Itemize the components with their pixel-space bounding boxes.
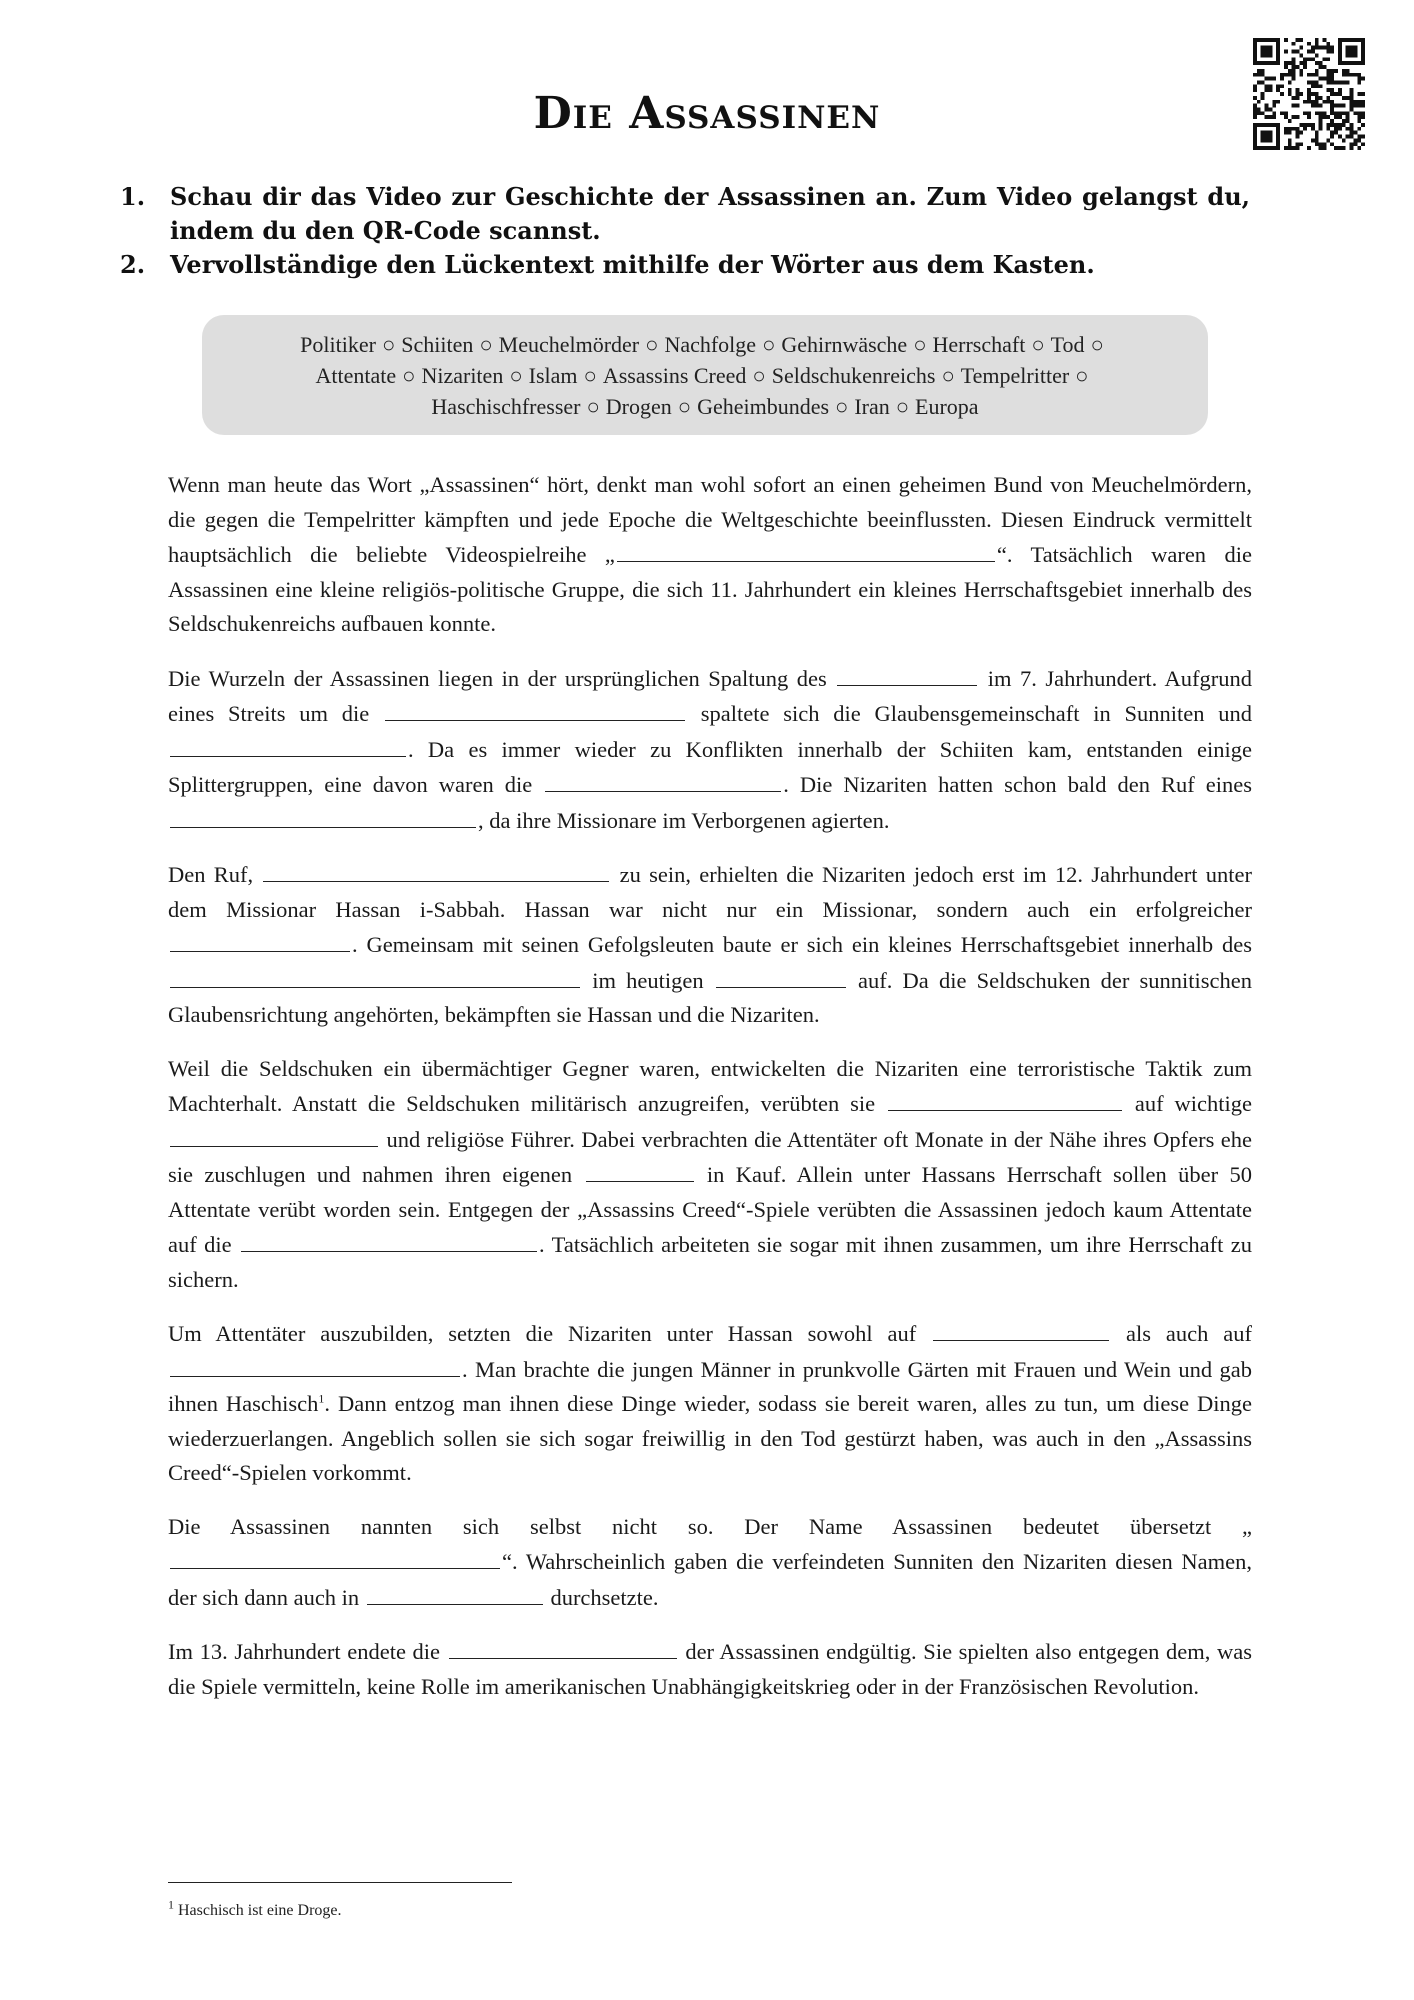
page-title: Die Assassinen — [533, 88, 881, 139]
paragraph: Um Attentäter auszubilden, setzten die Nizariten unter Hassan sowohl auf als auch auf . Man brachte die jungen Männer in prunkvolle Gärten mit Frauen und Wein und gab ihnen Haschisch$^1$. Dann entzog man ihnen diese Dinge wieder, sodass sie bereit waren, alles zu tun, um diese Dinge wiederzuerlangen. Angeblich sollen sie sich sogar freiwillig in den Tod gestürzt haben, was auch in den „Assassins Creed“-Spielen vorkommt. — [168, 1316, 1252, 1491]
footnote: $^1$ Haschisch ist eine Droge. — [168, 1897, 342, 1919]
blank[interactable] — [170, 927, 350, 952]
paragraph: Weil die Seldschuken ein übermächtiger Gegner waren, entwickelten die Nizariten eine terroristische Taktik zum Machterhalt. Anstatt die Seldschuken militärisch anzugreifen, verübten sie auf wichtige und religiöse Führer. Dabei verbrachten die Attentäter oft Monate in der Nähe ihres Opfers ehe sie zuschlugen und nahmen ihren eigenen in Kauf. Allein unter Hassans Herrschaft sollen über 50 Attentate verübt worden sein. Entgegen der „Assassins Creed“-Spiele verübten die Assassinen jedoch kaum Attentate auf die . Tatsächlich arbeiteten sie sogar mit ihnen zusammen, um ihre Herrschaft zu sichern. — [168, 1055, 1252, 1292]
footnote-divider — [168, 1882, 512, 1883]
word-box — [202, 315, 1208, 435]
task-list — [120, 180, 1250, 282]
paragraph: Wenn man heute das Wort „Assassinen“ hört, denkt man wohl sofort an einen geheimen Bund von Meuchelmördern, die gegen die Tempelritter kämpften und jede Epoche die Weltgeschichte beeinflussten. Diesen Eindruck vermittelt hauptsächlich die beliebte Videospielreihe „ “. Tatsächlich waren die Assassinen eine kleine religiös-politische Gruppe, die sich 11. Jahrhundert ein kleines Herrschaftsgebiet innerhalb des Seldschukenreichs aufbauen konnte. — [168, 472, 1252, 636]
blank[interactable] — [263, 857, 609, 882]
word: Seldschukenreichs — [771, 363, 936, 388]
blank[interactable] — [933, 1316, 1109, 1341]
blank[interactable] — [837, 661, 977, 686]
blank[interactable] — [716, 963, 846, 988]
paragraph: Die Assassinen nannten sich selbst nicht so. Der Name Assassinen bedeutet übersetzt „“. Wahrscheinlich gaben die verfeindeten Sunniten den Nizariten diesen Namen, der sich dann auch in durchsetzte. — [168, 1513, 1252, 1610]
word-box-line: Haschischfresser ○ Drogen ○ Geheimbundes ○ Iran ○ Europa — [431, 394, 979, 419]
word: Schiiten — [401, 332, 474, 357]
footnote-ref[interactable]: 1 — [318, 1391, 325, 1406]
blank[interactable] — [170, 803, 476, 828]
blank[interactable] — [617, 537, 995, 562]
paragraph: Im 13. Jahrhundert endete die der Assassinen endgültig. Sie spielten also entgegen dem, was die Spiele vermitteln, keine Rolle im amerikanischen Unabhängigkeitskrieg oder in der Französischen Revolution. — [168, 1634, 1252, 1704]
word-box-line: Attentate ○ Nizariten ○ Islam ○ Assassins Creed ○ Seldschukenreichs ○ Tempelritter ○ — [315, 363, 1089, 388]
paragraph: Die Wurzeln der Assassinen liegen in der ursprünglichen Spaltung des im 7. Jahrhundert. Aufgrund eines Streits um die spaltete sich die Glaubensgemeinschaft in Sunniten und . Da es immer wieder zu Konflikten innerhalb der Schiiten kam, entstanden einige Splittergruppen, eine davon waren die . Die Nizariten hatten schon bald den Ruf eines , da ihre Missionare im Verborgenen agierten. — [168, 661, 1252, 839]
blank[interactable] — [170, 963, 580, 988]
word: Attentate — [315, 363, 397, 388]
blank[interactable] — [367, 1580, 543, 1605]
word: Drogen — [605, 394, 672, 419]
cloze-text — [168, 468, 1252, 1723]
task-item: 1. Schau dir das Video zur Geschichte der Assassinen an. Zum Video gelangst du, indem du den QR-Code scannst. — [120, 182, 1250, 245]
paragraph: Den Ruf, zu sein, erhielten die Nizariten jedoch erst im 12. Jahrhundert unter dem Missionar Hassan i-Sabbah. Hassan war nicht nur ein Missionar, sondern auch ein erfolgreicher . Gemeinsam mit seinen Gefolgsleuten baute er sich ein kleines Herrschaftsgebiet innerhalb des im heutigen auf. Da die Seldschuken der sunnitischen Glaubensrichtung angehörten, bekämpften sie Hassan und die Nizariten. — [168, 857, 1252, 1033]
blank[interactable] — [170, 1122, 378, 1147]
word: Nizariten — [421, 363, 504, 388]
word: Islam — [528, 363, 578, 388]
word: Assassins Creed — [602, 363, 747, 388]
blank[interactable] — [170, 1544, 500, 1569]
blank[interactable] — [241, 1227, 537, 1252]
word: Gehirnwäsche — [781, 332, 908, 357]
word: Herrschaft — [932, 332, 1026, 357]
word: Nachfolge — [664, 332, 757, 357]
task-item: 2. Vervollständige den Lückentext mithilfe der Wörter aus dem Kasten. — [120, 250, 1095, 279]
word: Meuchelmörder — [498, 332, 640, 357]
word: Geheimbundes — [697, 394, 830, 419]
blank[interactable] — [170, 732, 406, 757]
word: Europa — [915, 394, 979, 419]
word: Iran — [854, 394, 890, 419]
word: Tempelritter — [960, 363, 1070, 388]
word: Haschischfresser — [431, 394, 581, 419]
word: Politiker — [300, 332, 376, 357]
word: Tod — [1050, 332, 1085, 357]
blank[interactable] — [385, 696, 685, 721]
blank[interactable] — [888, 1086, 1122, 1111]
word-box-line: Politiker ○ Schiiten ○ Meuchelmörder ○ Nachfolge ○ Gehirnwäsche ○ Herrschaft ○ Tod ○ — [300, 332, 1104, 357]
blank[interactable] — [586, 1157, 694, 1182]
blank[interactable] — [545, 767, 781, 792]
blank[interactable] — [170, 1352, 460, 1377]
blank[interactable] — [449, 1634, 677, 1659]
